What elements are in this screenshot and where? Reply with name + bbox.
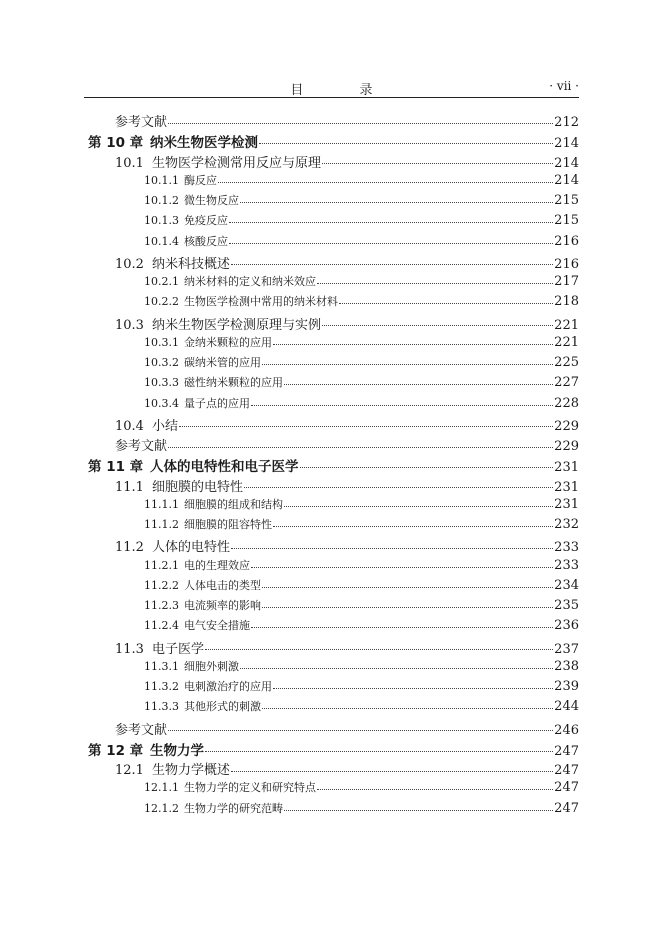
toc-entry-title: 电气安全措施 xyxy=(184,619,250,633)
toc-entry-page: 214 xyxy=(554,172,579,188)
toc-entry-chapter xyxy=(88,739,579,759)
toc-entry-title: 参考文献 xyxy=(115,722,168,738)
dot-leader xyxy=(317,282,553,284)
toc-entry-title: 人体的电特性和电子医学 xyxy=(150,459,299,476)
toc-entry-page: 233 xyxy=(554,540,579,556)
page-number: · vii · xyxy=(549,79,579,93)
toc-entry-title: 磁性纳米颗粒的应用 xyxy=(184,376,283,390)
toc-entry-title: 量子点的应用 xyxy=(184,396,250,410)
toc-entry-page: 216 xyxy=(554,233,579,249)
toc-entry-number: 10.1.3 xyxy=(144,214,179,228)
toc-entry-page: 232 xyxy=(554,517,579,532)
dot-leader xyxy=(284,505,553,507)
toc-entry-page: 228 xyxy=(554,395,579,411)
toc-entry-sub xyxy=(144,658,579,674)
toc-entry-page: 238 xyxy=(554,658,579,674)
toc-entry-title: 生物力学的定义和研究特点 xyxy=(184,781,316,795)
toc-entry-page: 247 xyxy=(554,743,579,759)
dot-leader xyxy=(273,687,553,689)
toc-entry-number: 第 12 章 xyxy=(88,742,144,759)
toc-entry-title: 免疫反应 xyxy=(184,214,228,228)
dot-leader xyxy=(244,486,553,488)
toc-entry-page: 225 xyxy=(554,355,579,370)
toc-entry-number: 11.2.4 xyxy=(144,619,179,633)
toc-entry-number: 11.2.2 xyxy=(144,578,179,592)
toc-entry-sub xyxy=(144,698,579,714)
toc-entry-sub xyxy=(144,273,579,289)
toc-entry-ref xyxy=(115,111,579,130)
toc-entry-page: 229 xyxy=(554,418,579,434)
dot-leader xyxy=(251,566,553,568)
toc-entry-number: 11.2 xyxy=(115,540,144,556)
dot-leader xyxy=(205,648,553,650)
toc-entry-page: 247 xyxy=(554,780,579,796)
toc-entry-sub xyxy=(144,192,579,208)
dot-leader xyxy=(262,606,553,608)
toc-entry-page: 218 xyxy=(554,294,579,310)
toc-entry-number: 10.3 xyxy=(115,317,144,333)
toc-entry-sub xyxy=(144,577,579,593)
toc-entry-number: 10.2 xyxy=(115,256,144,272)
toc-entry-page: 214 xyxy=(554,136,579,152)
dot-leader xyxy=(231,770,553,772)
toc-entry-number: 11.3.1 xyxy=(144,659,179,673)
toc-entry-number: 11.3.3 xyxy=(144,700,179,714)
toc-entry-title: 纳米生物医学检测原理与实例 xyxy=(152,317,322,333)
toc-entry-number: 11.3.2 xyxy=(144,680,179,693)
toc-entry-number: 第 10 章 xyxy=(88,135,144,152)
dot-leader xyxy=(240,201,553,203)
toc-entry-title: 酶反应 xyxy=(184,173,217,187)
toc-entry-page: 231 xyxy=(554,460,579,476)
toc-entry-title: 参考文献 xyxy=(115,439,168,454)
toc-entry-title: 电子医学 xyxy=(152,641,205,657)
dot-leader xyxy=(251,404,553,406)
toc-entry-sub xyxy=(144,395,579,411)
toc-entry-title: 小结 xyxy=(152,418,179,434)
toc-entry-title: 电刺激治疗的应用 xyxy=(184,680,272,693)
toc-entry-title: 人体电击的类型 xyxy=(184,578,261,592)
toc-entry-number: 10.3.1 xyxy=(144,335,179,349)
toc-entry-section xyxy=(115,638,579,657)
dot-leader xyxy=(168,446,553,448)
toc-entry-ref xyxy=(115,435,579,454)
dot-leader xyxy=(273,525,553,527)
toc-entry-page: 214 xyxy=(554,155,579,171)
toc-entry-sub xyxy=(144,233,579,249)
toc-entry-page: 231 xyxy=(554,496,579,512)
toc-entry-sub xyxy=(144,617,579,633)
toc-entry-title: 生物医学检测常用反应与原理 xyxy=(152,155,322,171)
toc-entry-number: 第 11 章 xyxy=(88,459,144,476)
toc-entry-section xyxy=(115,759,579,778)
dot-leader xyxy=(262,707,553,709)
toc-entry-page: 212 xyxy=(554,115,579,130)
toc-entry-page: 221 xyxy=(554,334,579,350)
toc-entry-number: 10.1.4 xyxy=(144,234,179,248)
toc-entry-title: 纳米生物医学检测 xyxy=(150,135,258,152)
toc-entry-section xyxy=(115,536,579,555)
toc-entry-number: 10.1.2 xyxy=(144,194,179,207)
toc-entry-number: 10.1 xyxy=(115,155,144,171)
toc-entry-number: 12.1.1 xyxy=(144,781,179,795)
toc-entry-number: 10.3.4 xyxy=(144,396,179,410)
toc-entry-title: 碳纳米管的应用 xyxy=(184,356,261,369)
toc-entry-title: 细胞膜的阻容特性 xyxy=(184,518,272,531)
toc-entry-page: 246 xyxy=(554,722,579,738)
toc-entry-chapter xyxy=(88,131,579,151)
toc-entry-chapter xyxy=(88,455,579,475)
toc-entry-sub xyxy=(144,800,579,816)
toc-entry-page: 235 xyxy=(554,598,579,613)
dot-leader xyxy=(322,324,553,326)
toc-entry-page: 227 xyxy=(554,375,579,391)
toc-entry-number: 11.3 xyxy=(115,641,144,657)
toc-entry-title: 核酸反应 xyxy=(184,234,228,248)
toc-entry-number: 12.1.2 xyxy=(144,801,179,815)
toc-entry-title: 其他形式的刺激 xyxy=(184,700,261,714)
toc-entry-title: 生物力学 xyxy=(150,742,204,759)
toc-entry-page: 215 xyxy=(554,213,579,229)
toc-entry-page: 233 xyxy=(554,557,579,573)
toc-entry-sub xyxy=(144,678,579,694)
dot-leader xyxy=(259,142,553,144)
toc-entry-page: 237 xyxy=(554,641,579,657)
toc-entry-sub xyxy=(144,374,579,390)
dot-leader xyxy=(168,729,553,731)
toc-entry-sub xyxy=(144,597,579,613)
toc-entry-title: 生物力学概述 xyxy=(152,763,231,778)
dot-leader xyxy=(262,363,553,365)
toc-entry-number: 10.1.1 xyxy=(144,173,179,187)
toc-entry-sub xyxy=(144,779,579,795)
toc-entry-title: 电流频率的影响 xyxy=(184,599,261,612)
toc-entry-page: 236 xyxy=(554,618,579,634)
toc-entry-sub xyxy=(144,334,579,350)
toc-entry-title: 细胞膜的电特性 xyxy=(152,479,244,495)
toc-entry-section xyxy=(115,476,579,495)
dot-leader xyxy=(179,425,553,427)
toc-entry-title: 人体的电特性 xyxy=(152,540,231,556)
toc-entry-number: 10.3.3 xyxy=(144,376,179,390)
toc-entry-section xyxy=(115,253,579,272)
toc-entry-page: 216 xyxy=(554,256,579,272)
toc-entry-number: 11.1 xyxy=(115,479,144,495)
toc-entry-number: 10.2.2 xyxy=(144,295,179,309)
toc-entry-number: 10.4 xyxy=(115,418,144,434)
toc-entry-title: 细胞外刺激 xyxy=(184,659,239,673)
dot-leader xyxy=(300,466,554,468)
dot-leader xyxy=(322,162,553,164)
toc-entry-page: 229 xyxy=(554,439,579,454)
toc-entry-title: 电的生理效应 xyxy=(184,558,250,572)
toc-entry-sub xyxy=(144,172,579,188)
toc-entry-page: 247 xyxy=(554,800,579,816)
toc-entry-section xyxy=(115,152,579,171)
toc-entry-ref xyxy=(115,719,579,738)
dot-leader xyxy=(284,383,553,385)
toc-entry-number: 11.1.1 xyxy=(144,497,179,511)
toc-entry-title: 金纳米颗粒的应用 xyxy=(184,335,272,349)
toc-entry-page: 217 xyxy=(554,274,579,289)
toc-entry-number: 10.2.1 xyxy=(144,275,179,288)
dot-leader xyxy=(229,242,553,244)
toc-entry-page: 239 xyxy=(554,679,579,694)
toc-entry-title: 纳米材料的定义和纳米效应 xyxy=(184,275,316,288)
toc-entry-title: 微生物反应 xyxy=(184,194,239,207)
toc-entry-sub xyxy=(144,496,579,512)
toc-entry-number: 11.2.1 xyxy=(144,558,179,572)
page-header xyxy=(84,79,579,98)
toc-entry-page: 247 xyxy=(554,763,579,778)
toc-entry-number: 10.3.2 xyxy=(144,356,179,369)
toc-entry-page: 244 xyxy=(554,699,579,715)
dot-leader xyxy=(262,586,553,588)
dot-leader xyxy=(317,788,553,790)
toc-entry-sub xyxy=(144,516,579,532)
dot-leader xyxy=(229,221,553,223)
toc-entry-title: 细胞膜的组成和结构 xyxy=(184,497,283,511)
dot-leader xyxy=(273,343,553,345)
toc-entry-sub xyxy=(144,557,579,573)
dot-leader xyxy=(205,750,553,752)
toc-entry-sub xyxy=(144,354,579,370)
toc-entry-number: 12.1 xyxy=(115,763,144,778)
toc-entry-title: 生物医学检测中常用的纳米材料 xyxy=(184,295,338,309)
dot-leader xyxy=(240,667,553,669)
toc-entry-page: 221 xyxy=(554,317,579,333)
dot-leader xyxy=(284,809,553,811)
toc-entry-section xyxy=(115,415,579,434)
dot-leader xyxy=(168,122,553,124)
toc-entry-section xyxy=(115,314,579,333)
toc-entry-title: 参考文献 xyxy=(115,115,168,130)
toc-entry-number: 11.1.2 xyxy=(144,518,179,531)
dot-leader xyxy=(231,547,553,549)
toc-entry-page: 234 xyxy=(554,577,579,593)
toc-entry-page: 231 xyxy=(554,479,579,495)
dot-leader xyxy=(339,302,553,304)
toc-entry-sub xyxy=(144,212,579,228)
dot-leader xyxy=(251,626,553,628)
page-title: 目 录 xyxy=(290,83,399,98)
toc-entry-title: 生物力学的研究范畴 xyxy=(184,801,283,815)
toc-entry-number: 11.2.3 xyxy=(144,599,179,612)
dot-leader xyxy=(231,263,553,265)
dot-leader xyxy=(218,181,553,183)
toc-entry-title: 纳米科技概述 xyxy=(152,256,231,272)
toc-entry-page: 215 xyxy=(554,193,579,208)
toc-entry-sub xyxy=(144,293,579,309)
